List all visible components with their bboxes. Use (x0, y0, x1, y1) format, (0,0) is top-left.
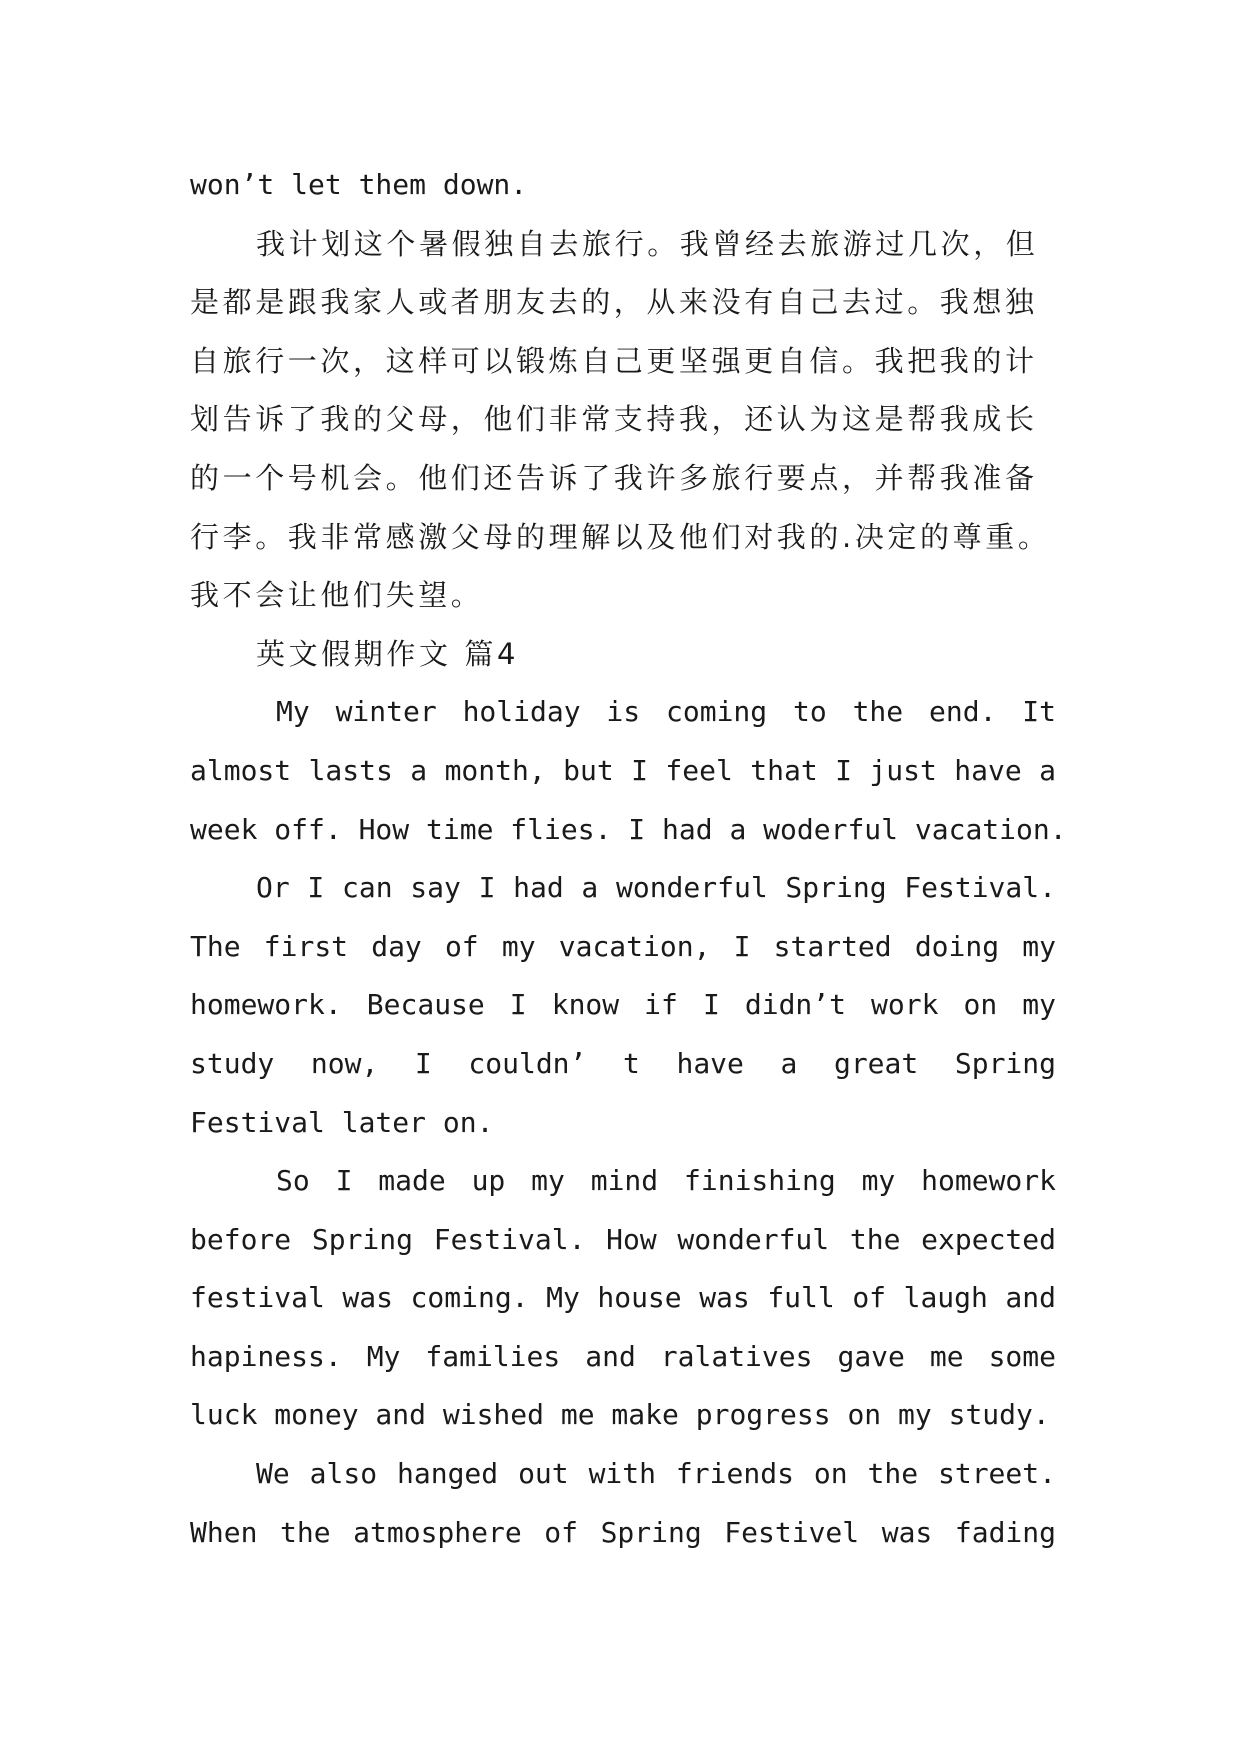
paragraph-line: 我计划这个暑假独自去旅行。我曾经去旅游过几次，但 (256, 226, 1039, 261)
paragraph-line: before Spring Festival. How wonderful the expected (190, 1222, 1056, 1256)
paragraph-line: We also hanged out with friends on the street. (256, 1457, 1056, 1491)
paragraph-line: homework. Because I know if I didn’t work on my (190, 988, 1056, 1022)
paragraph-line: week off. How time flies. I had a woderful vacation. (190, 812, 1067, 846)
paragraph-line: luck money and wished me make progress on my study. (190, 1398, 1050, 1432)
paragraph-line: 划告诉了我的父母，他们非常支持我，还认为这是帮我成长 (190, 402, 1038, 437)
text-column (190, 156, 1067, 1562)
paragraph-line: Or I can say I had a wonderful Spring Festival. (256, 871, 1056, 905)
paragraph-line: 是都是跟我家人或者朋友去的，从来没有自己去过。我想独 (190, 285, 1038, 320)
text-line: won’t let them down. (190, 168, 528, 201)
section-heading: 英文假期作文 篇4 (256, 636, 520, 671)
paragraph-line: 的一个号机会。他们还告诉了我许多旅行要点，并帮我准备 (190, 460, 1038, 495)
paragraph-line: The first day of my vacation, I started doing my (190, 929, 1056, 963)
paragraph-line: My winter holiday is coming to the end. It (276, 695, 1056, 729)
paragraph-line: hapiness. My families and ralatives gave me some (190, 1339, 1056, 1373)
paragraph-line: When the atmosphere of Spring Festivel was fading (190, 1515, 1056, 1549)
paragraph-line: 自旅行一次，这样可以锻炼自己更坚强更自信。我把我的计 (190, 343, 1038, 378)
paragraph-line: 我不会让他们失望。 (190, 578, 484, 613)
paragraph-line: almost lasts a month, but I feel that I just have a (190, 753, 1056, 787)
paragraph-line: festival was coming. My house was full of laugh and (190, 1281, 1056, 1315)
paragraph-line: 行李。我非常感激父母的理解以及他们对我的.决定的尊重。 (190, 519, 1051, 554)
paragraph-line: study now, I couldn’ t have a great Spring (190, 1046, 1056, 1080)
paragraph-line: Festival later on. (190, 1105, 494, 1139)
paragraph-line: So I made up my mind finishing my homework (276, 1164, 1056, 1198)
